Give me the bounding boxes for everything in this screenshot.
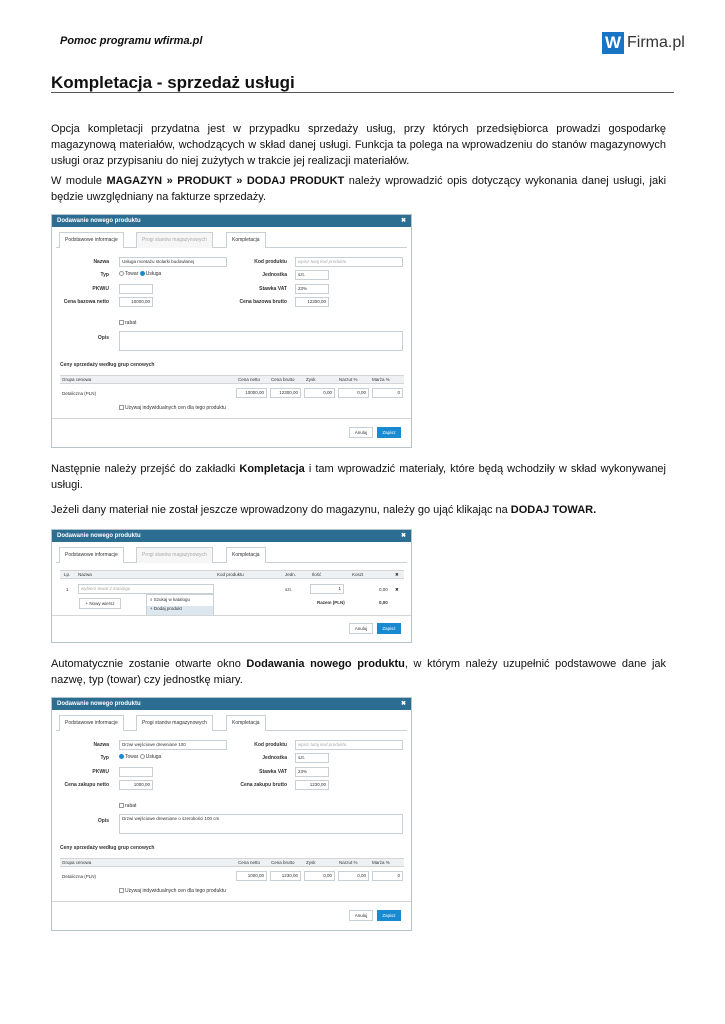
col-name: Nazwa [78,572,92,577]
individual-checkbox[interactable] [119,888,226,894]
label-unit: Jednostka [262,272,287,278]
section-prices: Ceny sprzedaży według grup cenowych [60,845,155,851]
col-net: Cena netto [238,860,261,865]
label-type: Typ [100,755,109,761]
row-profit-input[interactable]: 0,00 [304,871,335,881]
row-markup-input[interactable]: 0,00 [338,388,369,398]
checkbox-icon[interactable] [119,888,124,893]
divider [52,901,411,902]
row-gross-input[interactable]: 1230,00 [270,871,301,881]
save-button[interactable]: Zapisz [377,623,401,634]
col-margin: Marża % [372,860,390,865]
separator: » [231,175,247,187]
row-cost: 0,00 [379,587,388,592]
window-name: Dodawania nowego produktu [246,658,405,670]
cancel-button[interactable]: Anuluj [349,910,373,921]
label-type: Typ [100,272,109,278]
screenshot-kit [51,529,412,643]
divider [52,615,411,616]
close-icon[interactable]: ✖ [400,218,406,224]
menu-dodaj-produkt: DODAJ PRODUKT [246,175,345,187]
label-unit: Jednostka [262,755,287,761]
label-gross: Cena bazowa brutto [239,299,287,305]
col-gross: Cena brutto [271,377,295,382]
code-input[interactable]: wpisz tutaj kod produktu [295,257,403,267]
menu-produkt: PRODUKT [177,175,232,187]
col-gross: Cena brutto [271,860,295,865]
save-button[interactable]: Zapisz [377,910,401,921]
modal-title: Dodawanie nowego produktu [57,701,141,707]
row-gross-input[interactable]: 12300,00 [270,388,301,398]
dropdown-menu [146,594,214,616]
col-cost: Koszt [352,572,364,577]
label-pkwiu: PKWiU [92,286,109,292]
checkbox-icon[interactable] [119,320,124,325]
label-vat: Stawka VAT [259,286,287,292]
add-product-item[interactable]: + Dodaj produkt [147,606,213,615]
modal-title: Dodawanie nowego produktu [57,533,141,539]
section-prices: Ceny sprzedaży według grup cenowych [60,362,155,368]
tab-kit[interactable]: Kompletacja [226,715,266,731]
pkwiu-input[interactable] [119,767,153,777]
col-profit: Zysk [306,377,316,382]
col-group: Grupa cenowa [62,377,92,382]
col-markup: Narzut % [339,860,358,865]
product-select[interactable]: wybierz towar z katalogu [78,584,214,594]
modal-title: Dodawanie nowego produktu [57,218,141,224]
text: W module [51,175,107,187]
code-input[interactable]: wpisz tutaj kod produktu [295,740,403,750]
text: Jeżeli dany materiał nie został jeszcze wprowadzony do magazynu, należy go ująć klikając na [51,504,511,516]
group-name: Detaliczna (PLN) [62,391,97,396]
cancel-button[interactable]: Anuluj [349,427,373,438]
option-service: Usługa [145,271,162,277]
gross-input[interactable]: 12300,00 [295,297,329,307]
option-service: Usługa [145,754,162,760]
name-input[interactable]: Drzwi wejściowe drewniane 100 [119,740,227,750]
net-input[interactable]: 10000,00 [119,297,153,307]
type-radio-group[interactable] [119,271,161,277]
tab-stock[interactable]: Progi stanów magazynowych [136,547,213,563]
label-code: Kod produktu [254,742,287,748]
tab-basic[interactable]: Podstawowe informacje [59,232,124,248]
add-goods-ref: DODAJ TOWAR. [510,504,597,516]
row-profit-input[interactable]: 0,00 [304,388,335,398]
label-pkwiu: PKWiU [92,769,109,775]
tab-stock[interactable]: Progi stanów magazynowych [136,715,213,731]
text: Następnie należy przejść do zakładki [51,463,240,475]
vat-select[interactable]: 23% [295,767,329,777]
text: , w którym należy uzupełnić podstawowe dane jak nazwę, typ (towar) czy jednostkę miary. [51,658,666,686]
label-buy-gross: Cena zakupu brutto [240,782,287,788]
individual-label: Używaj indywidualnych cen dla tego produktu [125,888,226,894]
rabat-checkbox[interactable] [119,803,136,809]
col-markup: Narzut % [339,377,358,382]
group-name: Detaliczna (PLN) [62,874,97,879]
text: należy wprowadzić opis dotyczący wykonania danej usługi, jaki będzie uwzględniany na fakturze sprzedaży. [51,175,667,203]
add-product-label: Dodaj produkt [153,606,182,611]
menu-magazyn: MAGAZYN [106,175,163,187]
col-qty: Ilość [312,572,322,577]
type-radio-group[interactable] [119,754,161,760]
new-line-label: Nowy wiersz [89,601,115,606]
rabat-label: rabat [125,320,137,326]
logo-text: Firma.pl [627,34,685,51]
individual-checkbox[interactable] [119,405,226,411]
total-label: Razem (PLN) [317,600,345,605]
header-title: Pomoc programu wfirma.pl [60,35,203,47]
paragraph-intro: Opcja kompletacji przydatna jest w przypadku sprzedaży usług, przy których przedsiębiorca prowadzi gospodarkę magazynową materiałów, wchodzących w skład danej usługi. Funkcja ta polega na wprowadzeniu do stanów magazynowych usługi oraz przypisaniu do niej zużytych w trakcie jej realizacji materiałów. [51,123,666,167]
pkwiu-input[interactable] [119,284,153,294]
radio-icon[interactable] [140,754,145,759]
radio-icon[interactable] [119,754,124,759]
label-desc: Opis [97,335,109,341]
paragraph-module [51,173,666,205]
close-icon[interactable]: ✖ [400,533,406,539]
tab-basic[interactable]: Podstawowe informacje [59,715,124,731]
radio-icon[interactable] [119,271,124,276]
search-catalog-label: Szukaj w katalogu [153,597,191,602]
screenshot-new-goods [51,697,412,931]
separator: » [162,175,178,187]
title-rule [51,92,674,93]
col-code: Kod produktu [217,572,244,577]
screenshot-basic-info [51,214,412,448]
rabat-checkbox[interactable] [119,320,136,326]
buy-net-input[interactable]: 1000,00 [119,780,153,790]
checkbox-icon[interactable] [119,405,124,410]
row-net-input[interactable]: 1000,00 [236,871,267,881]
search-catalog-item[interactable]: ⌕ Szukaj w katalogu [150,597,191,602]
individual-label: Używaj indywidualnych cen dla tego produktu [125,405,226,411]
row-unit: szt. [285,587,293,592]
new-line-button[interactable]: + Nowy wiersz [79,598,121,609]
radio-icon[interactable] [140,271,145,276]
row-net-input[interactable]: 10000,00 [236,388,267,398]
row-lp: 1 [66,587,69,592]
paragraph-kit [51,461,666,493]
logo-mark: W [602,32,624,54]
unit-input[interactable]: szt. [295,753,329,763]
label-vat: Stawka VAT [259,769,287,775]
checkbox-icon[interactable] [119,803,124,808]
text: Automatycznie zostanie otwarte okno [51,658,247,670]
col-lp: Lp. [64,572,71,577]
desc-textarea[interactable] [119,331,403,351]
tab-name: Kompletacja [239,463,305,475]
row-margin-input[interactable]: 0 [372,388,403,398]
label-name: Nazwa [93,259,109,265]
page-title: Kompletacja - sprzedaż usługi [51,73,295,92]
text: i tam wprowadzić materiały, które będą wchodziły w skład wykonywanej usługi. [51,463,666,491]
name-input[interactable]: Usługa montażu stolarki budowlanej [119,257,227,267]
vat-select[interactable]: 23% [295,284,329,294]
label-desc: Opis [97,818,109,824]
label-buy-net: Cena zakupu netto [64,782,109,788]
total-value: 0,00 [379,600,388,605]
label-net: Cena bazowa netto [63,299,109,305]
tab-stock[interactable]: Progi stanów magazynowych [136,232,213,248]
paragraph-auto [51,656,666,688]
close-icon[interactable]: ✖ [400,701,406,707]
paragraph-add [51,502,666,518]
wfirma-logo [602,32,685,54]
col-group: Grupa cenowa [62,860,92,865]
row-margin-input[interactable]: 0 [372,871,403,881]
delete-icon[interactable]: ✖ [395,572,399,577]
label-name: Nazwa [93,742,109,748]
cancel-button[interactable]: Anuluj [349,623,373,634]
option-goods: Towar [125,754,139,760]
qty-input[interactable]: 1 [310,584,344,594]
label-code: Kod produktu [254,259,287,265]
row-markup-input[interactable]: 0,00 [338,871,369,881]
col-profit: Zysk [306,860,316,865]
col-margin: Marża % [372,377,390,382]
buy-gross-input[interactable]: 1230,00 [295,780,329,790]
tab-kit[interactable]: Kompletacja [226,547,266,563]
col-unit: Jedn. [285,572,297,577]
save-button[interactable]: Zapisz [377,427,401,438]
rabat-label: rabat [125,803,137,809]
tab-kit[interactable]: Kompletacja [226,232,266,248]
divider [52,418,411,419]
unit-input[interactable]: szt. [295,270,329,280]
delete-icon[interactable]: ✖ [395,587,399,592]
tab-basic[interactable]: Podstawowe informacje [59,547,124,563]
col-net: Cena netto [238,377,261,382]
option-goods: Towar [125,271,139,277]
desc-textarea[interactable]: Drzwi wejściowe drewniane o szerokości 100 cm [119,814,403,834]
